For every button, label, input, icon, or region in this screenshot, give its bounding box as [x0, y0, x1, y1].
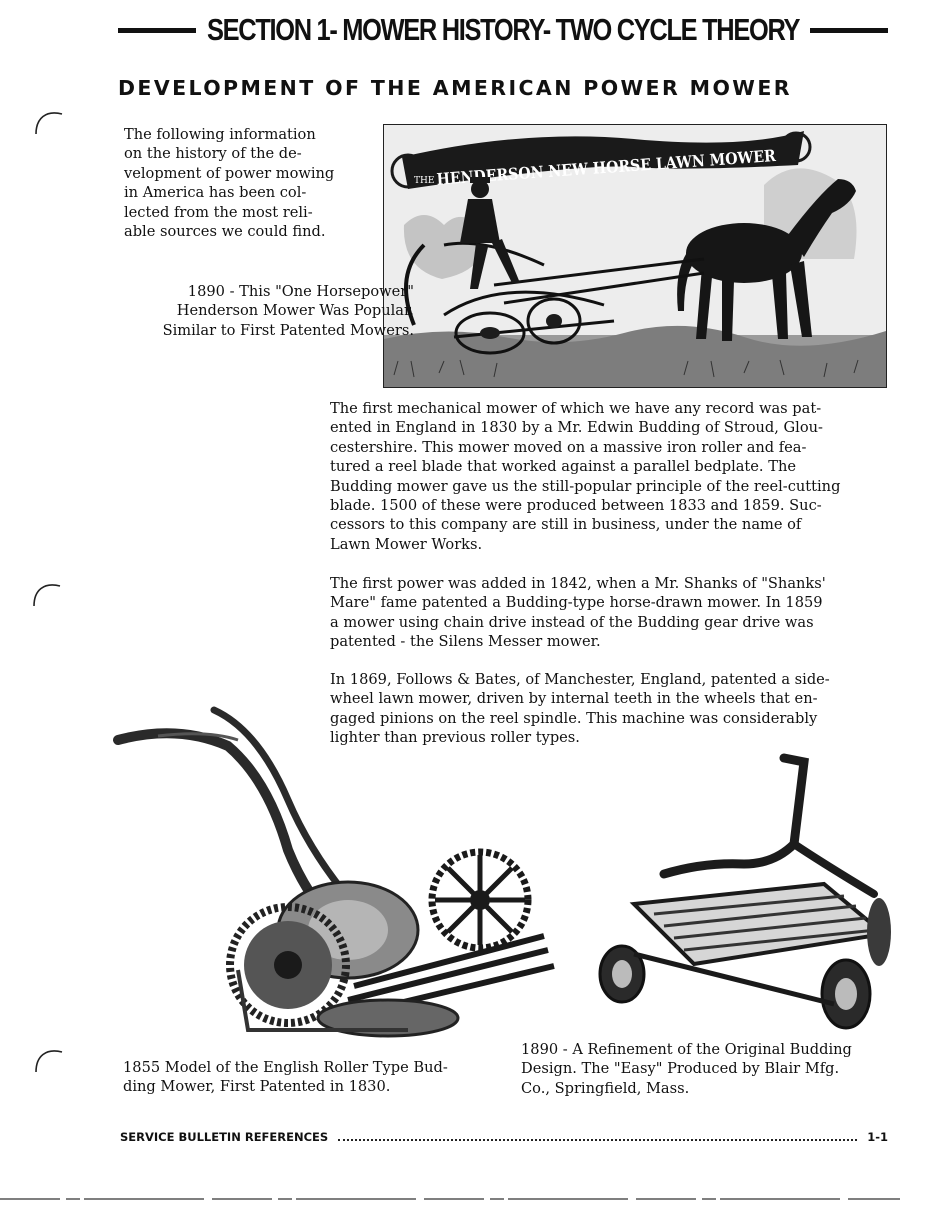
- text-line: 1855 Model of the English Roller Type Bud-: [123, 1059, 448, 1076]
- page-number: 1-1: [867, 1130, 888, 1144]
- footer-label: SERVICE BULLETIN REFERENCES: [120, 1130, 329, 1144]
- punch-hole-mark-icon: [32, 1042, 66, 1076]
- text-line: in America has been col-: [124, 184, 307, 202]
- text-line: ented in England in 1830 by a Mr. Edwin Budding of Stroud, Glou-: [330, 419, 823, 437]
- header-rule-right: [810, 28, 888, 33]
- text-line: The following information: [124, 126, 316, 143]
- section-header: [118, 8, 888, 52]
- caption-1890-easy-model: [521, 1040, 887, 1098]
- header-rule-left: [118, 28, 196, 33]
- text-line: 1890 - A Refinement of the Original Budding: [521, 1041, 852, 1058]
- text-line: ding Mower, First Patented in 1830.: [123, 1078, 391, 1096]
- text-line: Mare" fame patented a Budding-type horse-drawn mower. In 1859: [330, 594, 823, 612]
- henderson-engraving-image: [384, 125, 886, 387]
- text-line: In 1869, Follows & Bates, of Manchester, England, patented a side-: [330, 671, 830, 688]
- text-line: tured a reel blade that worked against a parallel bedplate. The: [330, 458, 796, 476]
- text-line: a mower using chain drive instead of the Budding gear drive was: [330, 613, 814, 631]
- henderson-caption: [136, 282, 414, 340]
- footer-dot-leader: [338, 1139, 857, 1141]
- text-line: Budding mower gave us the still-popular principle of the reel-cutting: [330, 477, 841, 495]
- text-line: lighter than previous roller types.: [330, 729, 580, 747]
- banner-prefix: THE: [414, 176, 435, 186]
- text-line: The first power was added in 1842, when a Mr. Shanks of "Shanks': [330, 575, 826, 592]
- text-line: Similar to First Patented Mowers.: [162, 321, 414, 339]
- text-line: gaged pinions on the reel spindle. This machine was considerably: [330, 709, 818, 727]
- text-line: wheel lawn mower, driven by internal teeth in the wheels that en-: [330, 690, 818, 708]
- text-line: velopment of power mowing: [124, 164, 335, 182]
- caption-1855-model: [123, 1058, 487, 1097]
- text-line: Henderson Mower Was Popular.: [176, 302, 414, 320]
- text-line: lected from the most reli-: [124, 203, 313, 221]
- text-line: cestershire. This mower moved on a massive iron roller and fea-: [330, 438, 807, 456]
- text-line: patented - the Silens Messer mower.: [330, 633, 601, 651]
- text-line: 1890 - This "One Horsepower": [187, 283, 414, 300]
- roller-mower-1855-illustration: [118, 700, 568, 1045]
- text-line: Design. The "Easy" Produced by Blair Mfg.: [521, 1060, 840, 1078]
- text-line: Lawn Mower Works.: [330, 535, 483, 553]
- subheading: DEVELOPMENT OF THE AMERICAN POWER MOWER: [118, 76, 792, 100]
- text-line: cessors to this company are still in business, under the name of: [330, 516, 802, 534]
- page-footer: [120, 1124, 888, 1144]
- paragraph-shanks-1842: [330, 574, 886, 652]
- punch-hole-mark-icon: [30, 576, 64, 610]
- banner-text: HENDERSON NEW HORSE LAWN MOWER: [435, 142, 822, 189]
- text-line: on the history of the de-: [124, 145, 302, 163]
- henderson-mower-illustration: [383, 124, 887, 388]
- paragraph-budding-1830: [330, 399, 886, 554]
- text-line: Co., Springfield, Mass.: [521, 1079, 690, 1097]
- scan-edge-line: [0, 1196, 938, 1202]
- section-title: SECTION 1- MOWER HISTORY- TWO CYCLE THEORY: [206, 12, 800, 47]
- punch-hole-mark-icon: [32, 104, 66, 138]
- text-line: blade. 1500 of these were produced between 1833 and 1859. Suc-: [330, 497, 822, 515]
- easy-mower-1890-illustration: [594, 754, 894, 1032]
- text-line: able sources we could find.: [124, 223, 326, 241]
- intro-paragraph: [124, 125, 342, 241]
- text-line: The first mechanical mower of which we have any record was pat-: [330, 400, 822, 417]
